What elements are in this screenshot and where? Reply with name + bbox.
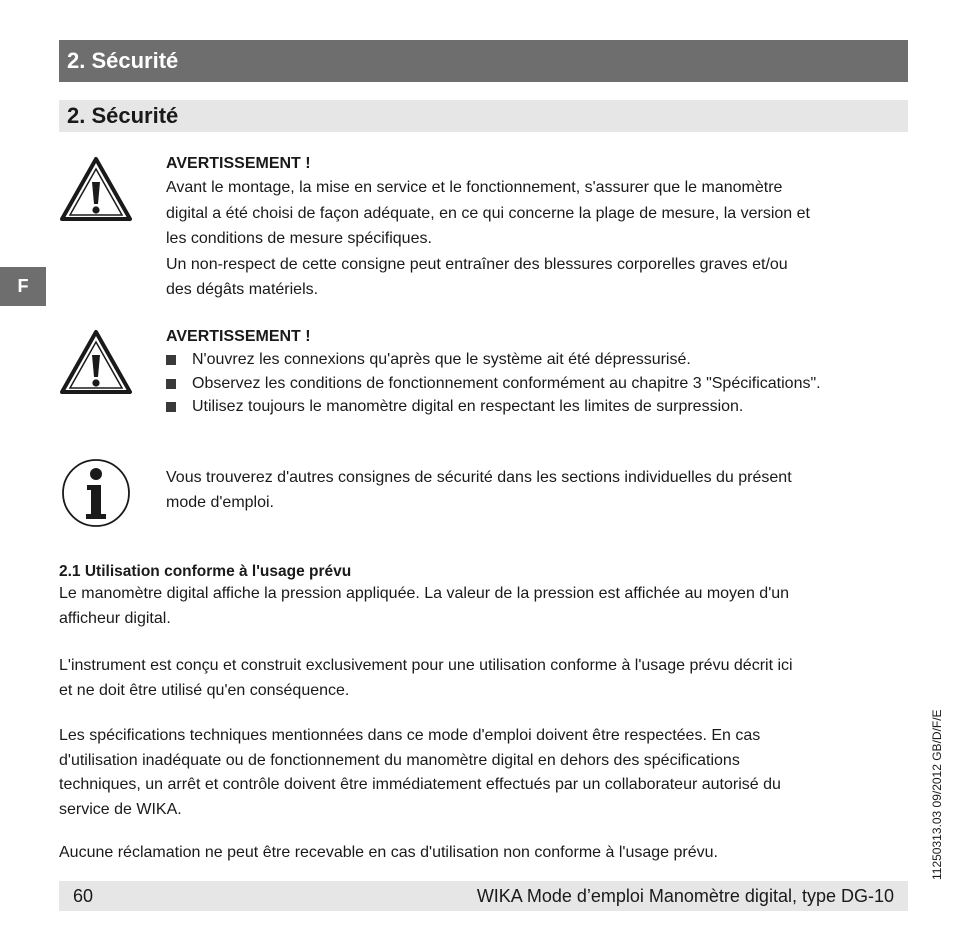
body-text-line: Le manomètre digital affiche la pression appliquée. La valeur de la pression est affichée au moyen d'un bbox=[59, 585, 790, 602]
info-block bbox=[166, 466, 911, 515]
list-item: N'ouvrez les connexions qu'après que le système ait été dépressurisé. bbox=[166, 348, 911, 372]
list-item: Observez les conditions de fonctionnement conformément au chapitre 3 "Spécifications". bbox=[166, 372, 911, 396]
info-text-line: mode d'emploi. bbox=[166, 493, 274, 511]
bullet-square-icon bbox=[166, 355, 176, 365]
side-reference: 11250313.03 09/2012 GB/D/F/E bbox=[930, 709, 944, 880]
warning-block-2 bbox=[166, 326, 911, 419]
section-2-1 bbox=[59, 562, 909, 631]
page-number: 60 bbox=[73, 886, 94, 906]
warning-text-line: Avant le montage, la mise en service et le fonctionnement, s'assurer que le manomètre bbox=[166, 179, 783, 196]
body-text-line: afficheur digital. bbox=[59, 609, 171, 627]
body-text-line: d'utilisation inadéquate ou de fonctionnement du manomètre digital en dehors des spécifications bbox=[59, 751, 740, 769]
warning-block-1 bbox=[166, 153, 911, 303]
language-tab: F bbox=[0, 267, 46, 306]
paragraph bbox=[59, 654, 909, 703]
body-text-line: service de WIKA. bbox=[59, 800, 182, 818]
warning-text-line: Un non-respect de cette consigne peut entraîner des blessures corporelles graves et/ou bbox=[166, 255, 788, 273]
info-text-line: Vous trouverez d'autres consignes de sécurité dans les sections individuelles du présent bbox=[166, 469, 792, 486]
chapter-title: 2. Sécurité bbox=[59, 40, 908, 82]
section-title: 2. Sécurité bbox=[59, 100, 908, 132]
body-text-line: et ne doit être utilisé qu'en conséquence. bbox=[59, 681, 350, 699]
warning-text-line: digital a été choisi de façon adéquate, en ce qui concerne la plage de mesure, la version et bbox=[166, 204, 810, 222]
body-text-line: Les spécifications techniques mentionnées dans ce mode d'emploi doivent être respectées. En cas bbox=[59, 727, 761, 744]
warning-text-line: les conditions de mesure spécifiques. bbox=[166, 230, 432, 247]
list-item: Utilisez toujours le manomètre digital en respectant les limites de surpression. bbox=[166, 395, 911, 419]
warning-text-line: des dégâts matériels. bbox=[166, 281, 319, 298]
body-text-line: L'instrument est conçu et construit exclusivement pour une utilisation conforme à l'usage prévu décrit ici bbox=[59, 657, 793, 674]
warning-triangle-icon bbox=[59, 328, 133, 396]
bullet-square-icon bbox=[166, 379, 176, 389]
info-icon bbox=[60, 457, 132, 529]
body-text-line: Aucune réclamation ne peut être recevable en cas d'utilisation non conforme à l'usage prévu. bbox=[59, 844, 718, 861]
bullet-square-icon bbox=[166, 402, 176, 412]
warning-title: AVERTISSEMENT ! bbox=[166, 155, 311, 172]
document-title: WIKA Mode d’emploi Manomètre digital, type DG-10 bbox=[476, 886, 894, 906]
body-text-line: techniques, un arrêt et contrôle doivent être immédiatement effectués par un collaborateur autorisé du bbox=[59, 776, 781, 793]
warning-title: AVERTISSEMENT ! bbox=[166, 328, 311, 345]
warning-triangle-icon bbox=[59, 155, 133, 223]
warning-bullet-list bbox=[166, 348, 911, 419]
paragraph bbox=[59, 724, 909, 822]
paragraph bbox=[59, 841, 909, 866]
page-footer bbox=[59, 881, 908, 911]
subsection-heading: 2.1 Utilisation conforme à l'usage prévu bbox=[59, 563, 352, 580]
